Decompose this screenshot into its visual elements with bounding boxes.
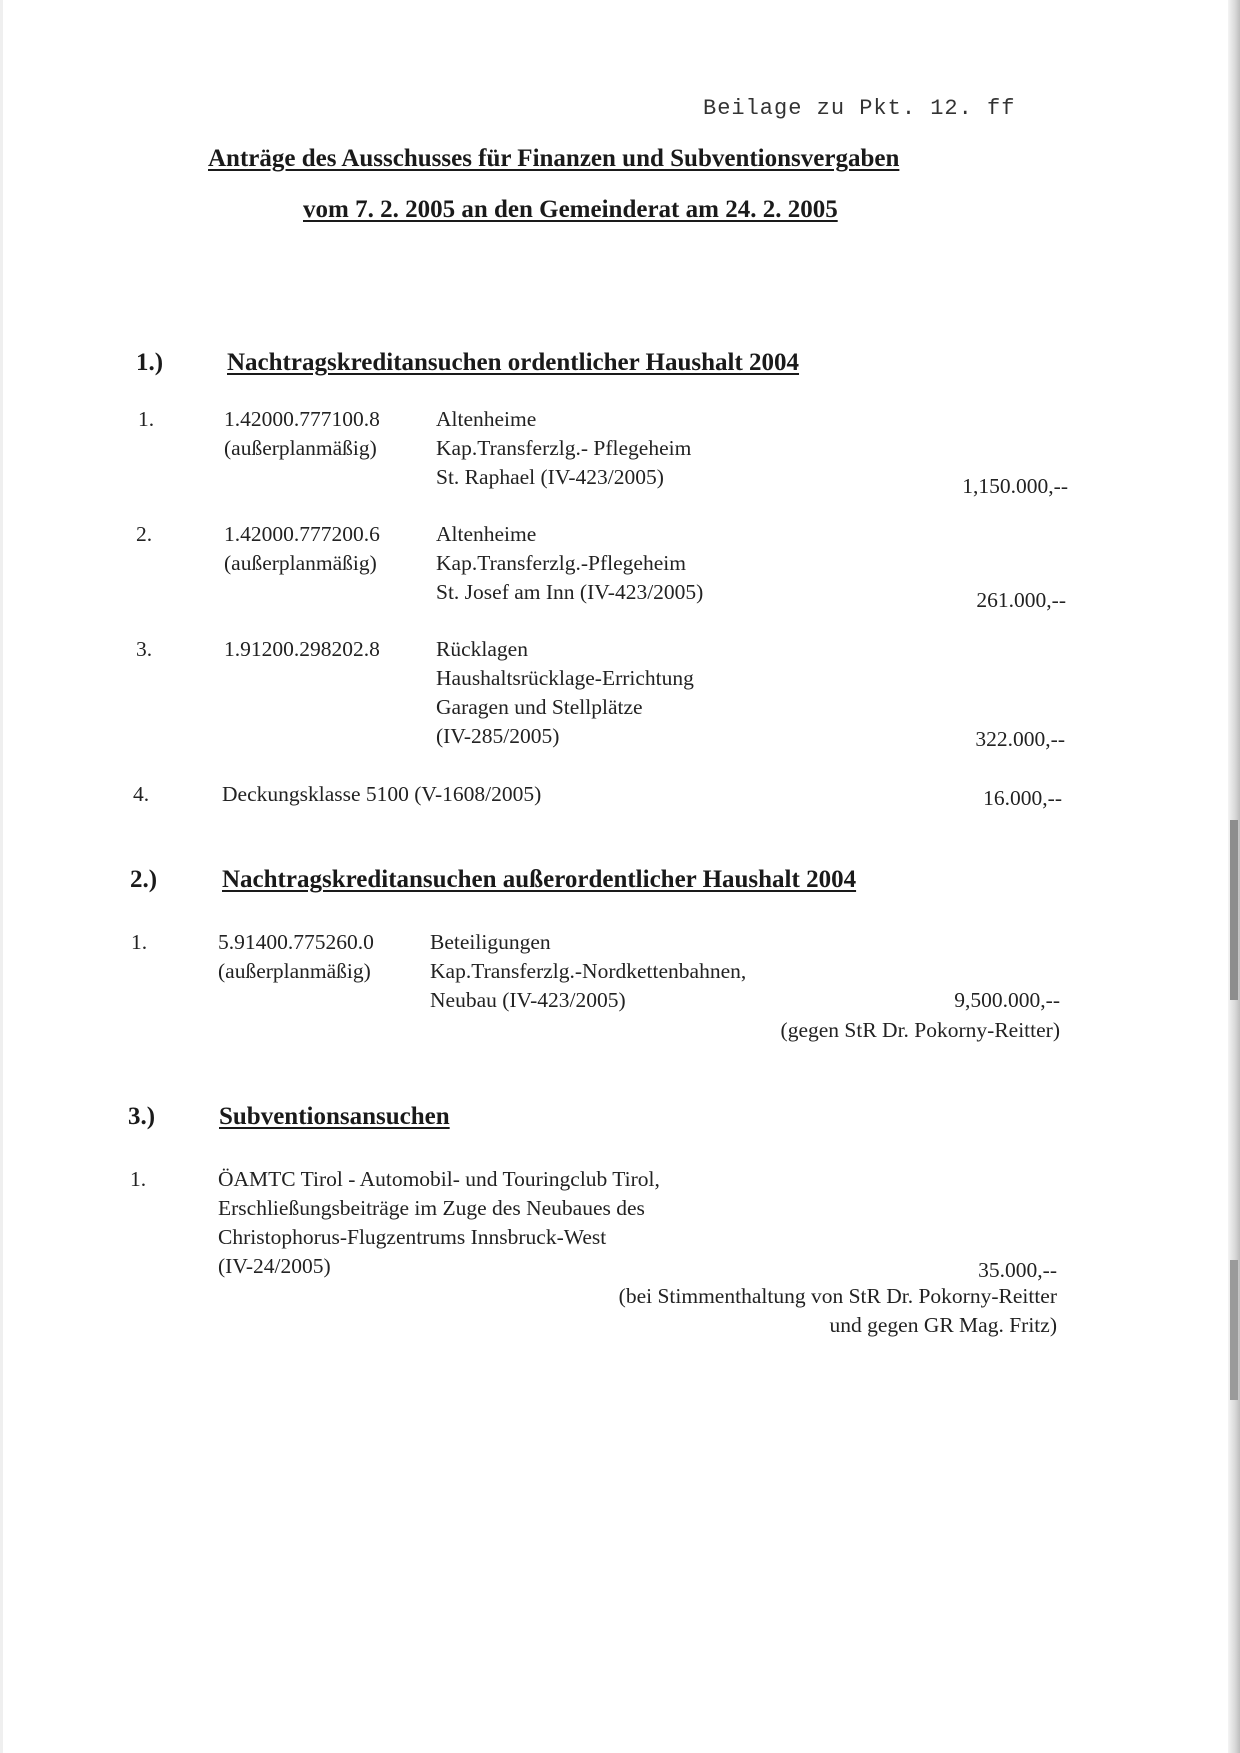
item-description-line: Haushaltsrücklage-Errichtung [436,666,694,690]
item-amount: 35.000,-- [978,1258,1057,1282]
budget-code-note: (außerplanmäßig) [224,551,377,575]
section-number: 3.) [128,1103,156,1130]
item-description-line: Kap.Transferzlg.-Pflegeheim [436,551,686,575]
scan-edge-shadow [1230,1260,1238,1400]
item-number: 1. [130,1167,147,1191]
section-number: 1.) [136,349,164,376]
item-description-line: Altenheime [436,522,537,546]
budget-code-note: (außerplanmäßig) [218,959,371,983]
item-description-line: Altenheime [436,407,537,431]
item-amount: 322.000,-- [975,727,1065,751]
document-title: Anträge des Ausschusses für Finanzen und Subventionsvergaben [208,145,900,172]
section-number: 2.) [130,866,158,893]
item-amount: 9,500.000,-- [954,988,1060,1012]
scan-edge-shadow [1230,820,1238,1000]
section-title: Nachtragskreditansuchen ordentlicher Haushalt 2004 [227,349,800,376]
budget-code: 1.42000.777100.8 [224,407,380,431]
item-description-line: Christophorus-Flugzentrums Innsbruck-West [218,1225,607,1249]
item-description-line: (IV-24/2005) [218,1254,331,1278]
item-description-line: Deckungsklasse 5100 (V-1608/2005) [222,782,542,806]
budget-code: 1.42000.777200.6 [224,522,380,546]
section-title: Nachtragskreditansuchen außerordentlicher Haushalt 2004 [222,866,857,893]
item-amount: 261.000,-- [976,588,1066,612]
item-description-line: St. Josef am Inn (IV-423/2005) [436,580,704,604]
item-description-line: Kap.Transferzlg.- Pflegeheim [436,436,692,460]
budget-code: 5.91400.775260.0 [218,930,374,954]
item-number: 3. [136,637,153,661]
item-number: 1. [138,407,155,431]
item-amount: 1,150.000,-- [962,474,1068,498]
item-amount: 16.000,-- [983,786,1062,810]
item-description-line: St. Raphael (IV-423/2005) [436,465,664,489]
voting-note: (bei Stimmenthaltung von StR Dr. Pokorny-Reitter [618,1284,1057,1308]
item-description-line: ÖAMTC Tirol - Automobil- und Touringclub Tirol, [218,1167,660,1191]
section-title: Subventionsansuchen [219,1103,450,1130]
item-description-line: Rücklagen [436,637,528,661]
item-description-line: Neubau (IV-423/2005) [430,988,626,1012]
document-subtitle: vom 7. 2. 2005 an den Gemeinderat am 24. 2. 2005 [303,196,838,223]
item-description-line: (IV-285/2005) [436,724,560,748]
item-description-line: Beteiligungen [430,930,551,954]
item-number: 1. [131,930,148,954]
item-description-line: Erschließungsbeiträge im Zuge des Neubaues des [218,1196,645,1220]
voting-note: und gegen GR Mag. Fritz) [829,1313,1057,1337]
scan-edge-left [0,0,3,1753]
item-description-line: Garagen und Stellplätze [436,695,643,719]
item-description-line: Kap.Transferzlg.-Nordkettenbahnen, [430,959,747,983]
item-number: 2. [136,522,153,546]
budget-code-note: (außerplanmäßig) [224,436,377,460]
budget-code: 1.91200.298202.8 [224,637,380,661]
item-number: 4. [133,782,150,806]
attachment-reference: Beilage zu Pkt. 12. ff [703,96,1016,121]
voting-note: (gegen StR Dr. Pokorny-Reitter) [780,1018,1060,1042]
